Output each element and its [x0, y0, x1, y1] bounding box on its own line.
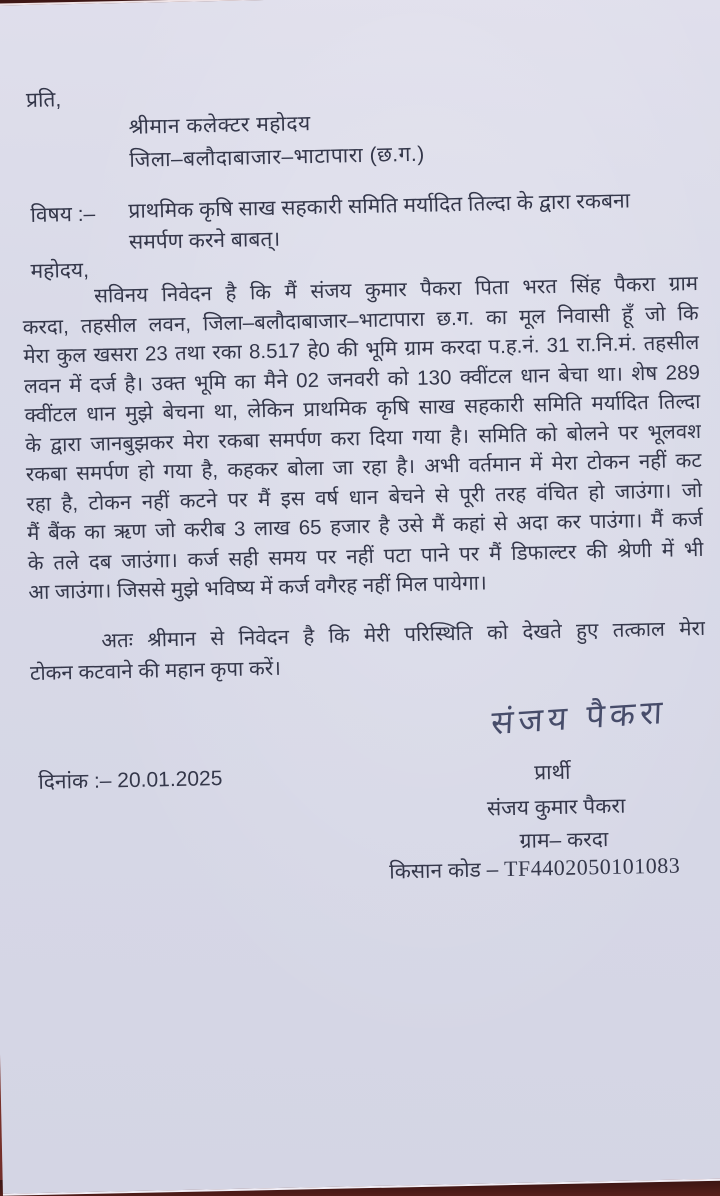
- salutation: महोदय,: [30, 258, 90, 283]
- subject-line-2: समर्पण करने बाबत्।: [128, 227, 281, 254]
- body-line: करदा, तहसील लवन, जिला–बलौदाबाजार–भाटापारा छ.ग. का मूल निवासी हूँ जो कि: [22, 301, 699, 339]
- date-line: दिनांक :– 20.01.2025: [38, 767, 223, 794]
- body-line: के द्वारा जानबुझकर मेरा रकबा समर्पण करा दिया गया है। समिति को बोलने पर भूलवश: [25, 419, 702, 457]
- body-line: मैं बैंक का ऋण जो करीब 3 लाख 65 हजार है उसे मैं कहां से अदा कर पाउंगा। मैं कर्ज: [26, 507, 704, 546]
- subject-block: [128, 185, 631, 257]
- recipient-line-1: श्रीमान कलेक्टर महोदय: [128, 112, 311, 139]
- body-line: के तले दब जाउंगा। कर्ज सही समय पर नहीं पटा पाने पर मैं डिफाल्टर की श्रेणी में भी: [27, 537, 704, 575]
- body-line: क्वींटल धान मुझे बेचना था, लेकिन प्राथमिक कृषि साख सहकारी समिति मर्यादित तिल्दा: [24, 389, 701, 428]
- subject-label: विषय :–: [30, 202, 96, 227]
- to-label: प्रति,: [25, 88, 62, 113]
- handwritten-signature: संजय पैकरा: [490, 692, 668, 742]
- closing-line: अतः श्रीमान से निवेदन है कि मेरी परिस्थिति को देखते हुए तत्काल मेरा: [101, 616, 706, 653]
- signoff-village: ग्राम– करदा: [519, 827, 609, 853]
- body-line: आ जाउंगा। जिससे मुझे भविष्य में कर्ज वगैरह नहीं मिल पायेगा।: [28, 571, 487, 605]
- closing-paragraph: [29, 613, 706, 689]
- farmer-code-label: किसान कोड –: [389, 858, 499, 884]
- farmer-code-line: [389, 851, 681, 886]
- body-paragraph: [22, 269, 705, 608]
- farmer-code-value: TF4402050101083: [503, 852, 681, 882]
- recipient-line-2: जिला–बलौदाबाजार–भाटापारा (छ.ग.): [129, 142, 425, 172]
- body-line: रकबा समर्पण हो गया है, कहकर बोला जा रहा है। अभी वर्तमान में मेरा टोकन नहीं कट: [25, 448, 702, 487]
- body-line: मेरा कुल खसरा 23 तथा रका 8.517 हे0 की भूमि ग्राम करदा प.ह.नं. 31 रा.नि.मं. तहसील: [23, 330, 700, 369]
- body-line: रहा है, टोकन नहीं कटने पर मैं इस वर्ष धान बेचने से पूरी तरह वंचित हो जाउंगा। जो: [26, 478, 703, 516]
- signoff-name: संजय कुमार पैकरा: [486, 794, 626, 821]
- closing-line: टोकन कटवाने की महान कृपा करें।: [29, 656, 282, 686]
- body-line: सविनय निवेदन है कि मैं संजय कुमार पैकरा पिता भरत सिंह पैकरा ग्राम: [93, 271, 699, 308]
- subject-line-1: प्राथमिक कृषि साख सहकारी समिति मर्यादित तिल्दा के द्वारा रकबना: [128, 189, 631, 223]
- signoff-title: प्रार्थी: [533, 760, 571, 785]
- body-line: लवन में दर्ज है। उक्त भूमि का मैने 02 जनवरी को 130 क्वींटल धान बेचा था। शेष 289: [23, 360, 701, 398]
